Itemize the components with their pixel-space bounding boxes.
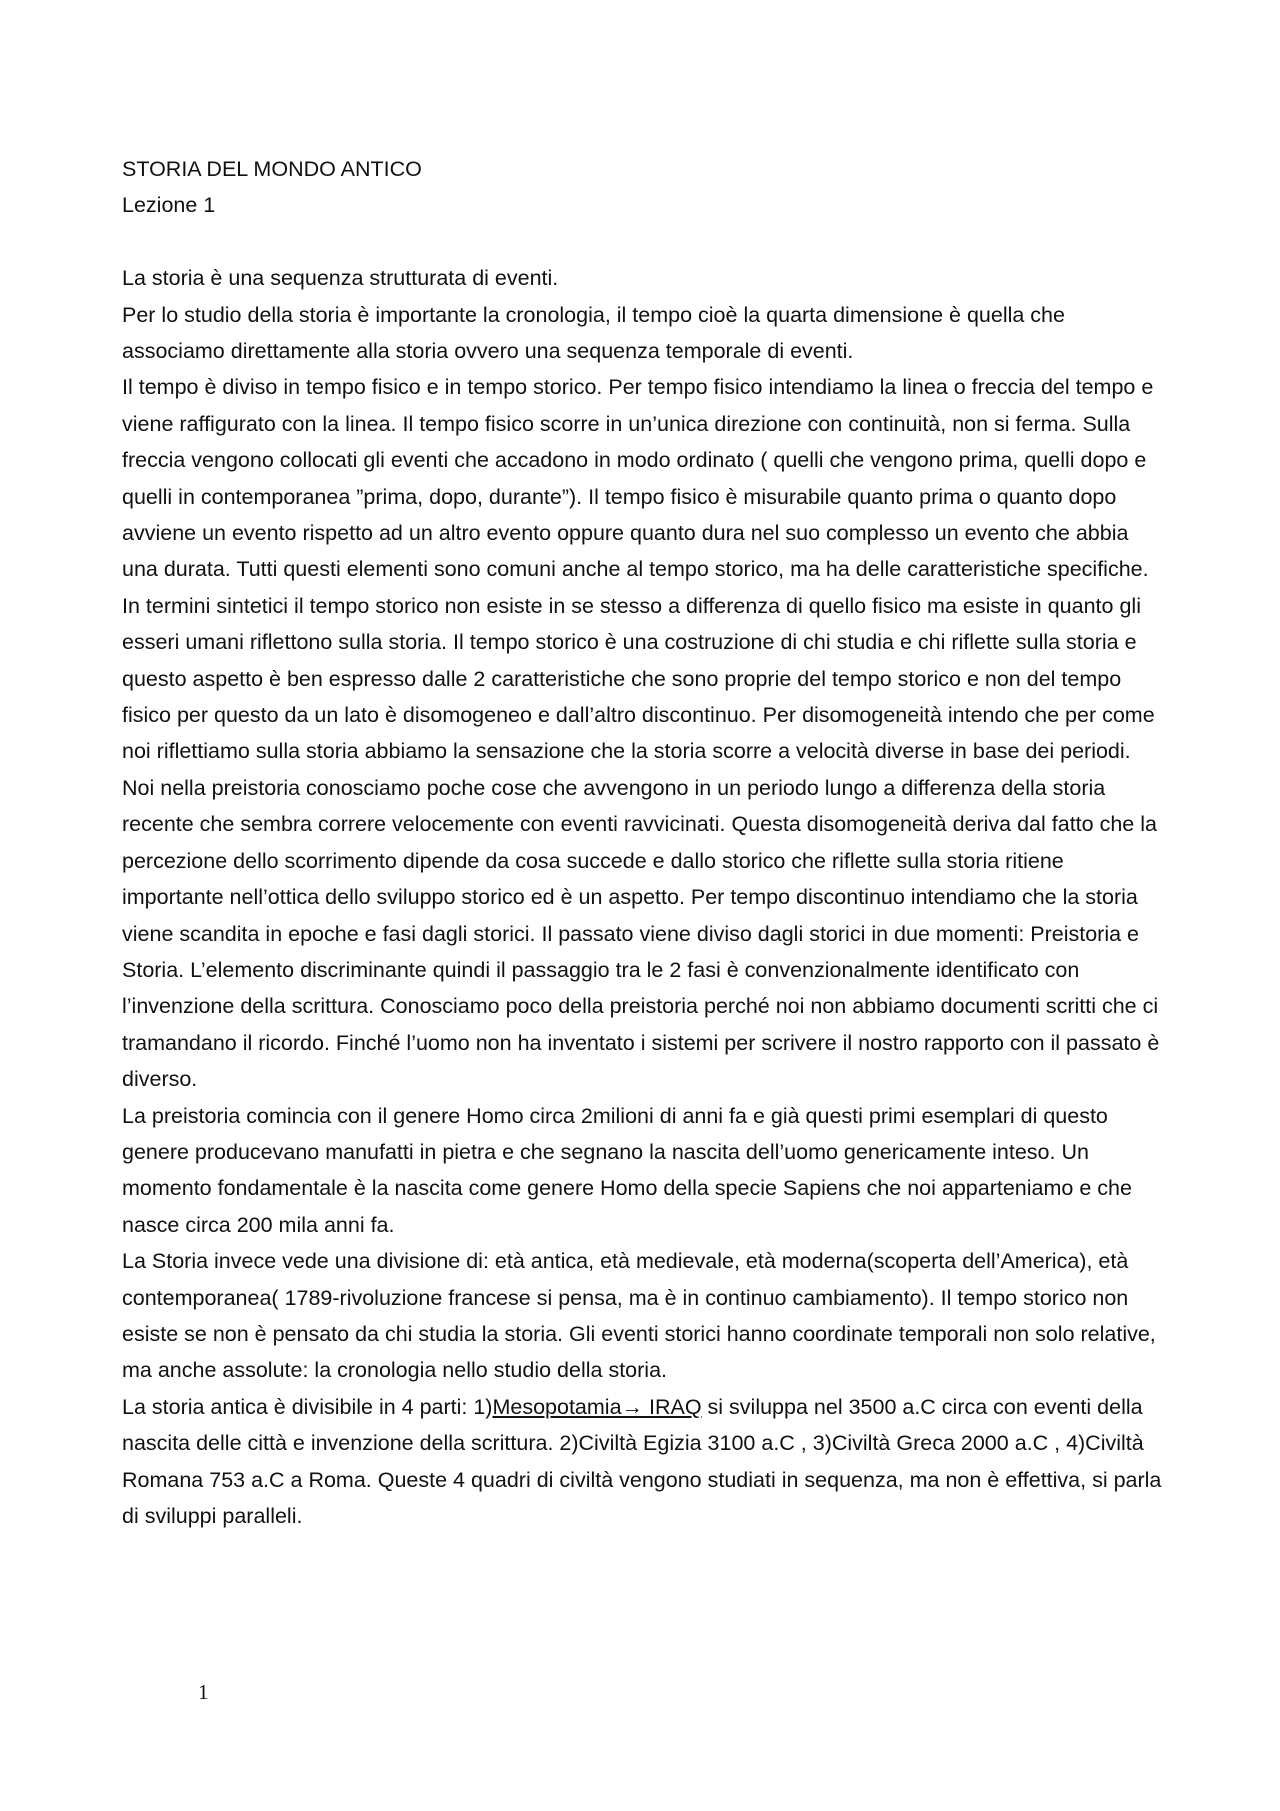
page-number: 1 bbox=[198, 1680, 209, 1704]
document-title: STORIA DEL MONDO ANTICO bbox=[122, 157, 422, 181]
blank-line bbox=[122, 224, 1167, 260]
document-body bbox=[122, 151, 1167, 1534]
mesopotamia-underlined-text: Mesopotamia→ IRAQ bbox=[492, 1394, 702, 1419]
ancient-history-text-start: La storia antica è divisibile in 4 parti: 1) bbox=[122, 1394, 493, 1419]
paragraph-prehistory: La preistoria comincia con il genere Homo circa 2milioni di anni fa e già questi primi esemplari di questo genere producevano manufatti in pietra e che segnano la nascita dell’uomo genericamente inteso. Un momento fondamentale è la nascita come genere Homo della specie Sapiens che noi apparteniamo e che nasce circa 200 mila anni fa. bbox=[122, 1103, 1132, 1237]
paragraph-ancient-history bbox=[122, 1389, 1167, 1535]
paragraph-physical-historical-time: Il tempo è diviso in tempo fisico e in tempo storico. Per tempo fisico intendiamo la linea o freccia del tempo e viene raffigurato con la linea. Il tempo fisico scorre in un’unica direzione con continuità, non si ferma. Sulla freccia vengono collocati gli eventi che accadono in modo ordinato ( quelli che vengono prima, quelli dopo e quelli in contemporanea ”prima, dopo, durante”). Il tempo fisico è misurabile quanto prima o quanto dopo avviene un evento rispetto ad un altro evento oppure quanto dura nel suo complesso un evento che abbia una durata. Tutti questi elementi sono comuni anche al tempo storico, ma ha delle caratteristiche specifiche. In termini sintetici il tempo storico non esiste in se stesso a differenza di quello fisico ma esiste in quanto gli esseri umani riflettono sulla storia. Il tempo storico è una costruzione di chi studia e chi riflette sulla storia e questo aspetto è ben espresso dalle 2 caratteristiche che sono proprie del tempo storico e non del tempo fisico per questo da un lato è disomogeneo e dall’altro discontinuo. Per disomogeneità intendo che per come noi riflettiamo sulla storia abbiamo la sensazione che la storia scorre a velocità diverse in base dei periodi. Noi nella preistoria conosciamo poche cose che avvengono in un periodo lungo a differenza della storia recente che sembra correre velocemente con eventi ravvicinati. Questa disomogeneità deriva dal fatto che la percezione dello scorrimento dipende da cosa succede e dallo storico che riflette sulla storia ritiene importante nell’ottica dello sviluppo storico ed è un aspetto. Per tempo discontinuo intendiamo che la storia viene scandita in epoche e fasi dagli storici. Il passato viene diviso dagli storici in due momenti: Preistoria e Storia. L’elemento discriminante quindi il passaggio tra le 2 fasi è convenzionalmente identificato con l’invenzione della scrittura. Conosciamo poco della preistoria perché noi non abbiamo documenti scritti che ci tramandano il ricordo. Finché l’uomo non ha inventato i sistemi per scrivere il nostro rapporto con il passato è diverso. bbox=[122, 375, 1160, 1092]
ancient-history-text-end: si sviluppa nel 3500 a.C circa con eventi della nascita delle città e invenzione della scrittura. 2)Civiltà Egizia 3100 a.C , 3)Civiltà Greca 2000 a.C , 4)Civiltà Romana 753 a.C a Roma. Queste 4 quadri di civiltà vengono studiati in sequenza, ma non è effettiva, si parla di sviluppi paralleli. bbox=[122, 1394, 1162, 1529]
lesson-label: Lezione 1 bbox=[122, 193, 216, 218]
paragraph-intro: La storia è una sequenza strutturata di eventi. bbox=[122, 266, 559, 291]
paragraph-chronology: Per lo studio della storia è importante la cronologia, il tempo cioè la quarta dimensione è quella che associamo direttamente alla storia ovvero una sequenza temporale di eventi. bbox=[122, 302, 1065, 364]
paragraph-history-divisions: La Storia invece vede una divisione di: età antica, età medievale, età moderna(scoperta dell’America), età contemporanea( 1789-rivoluzione francese si pensa, ma è in continuo cambiamento). Il tempo storico non esiste se non è pensato da chi studia la storia. Gli eventi storici hanno coordinate temporali non solo relative, ma anche assolute: la cronologia nello studio della storia. bbox=[122, 1249, 1156, 1383]
